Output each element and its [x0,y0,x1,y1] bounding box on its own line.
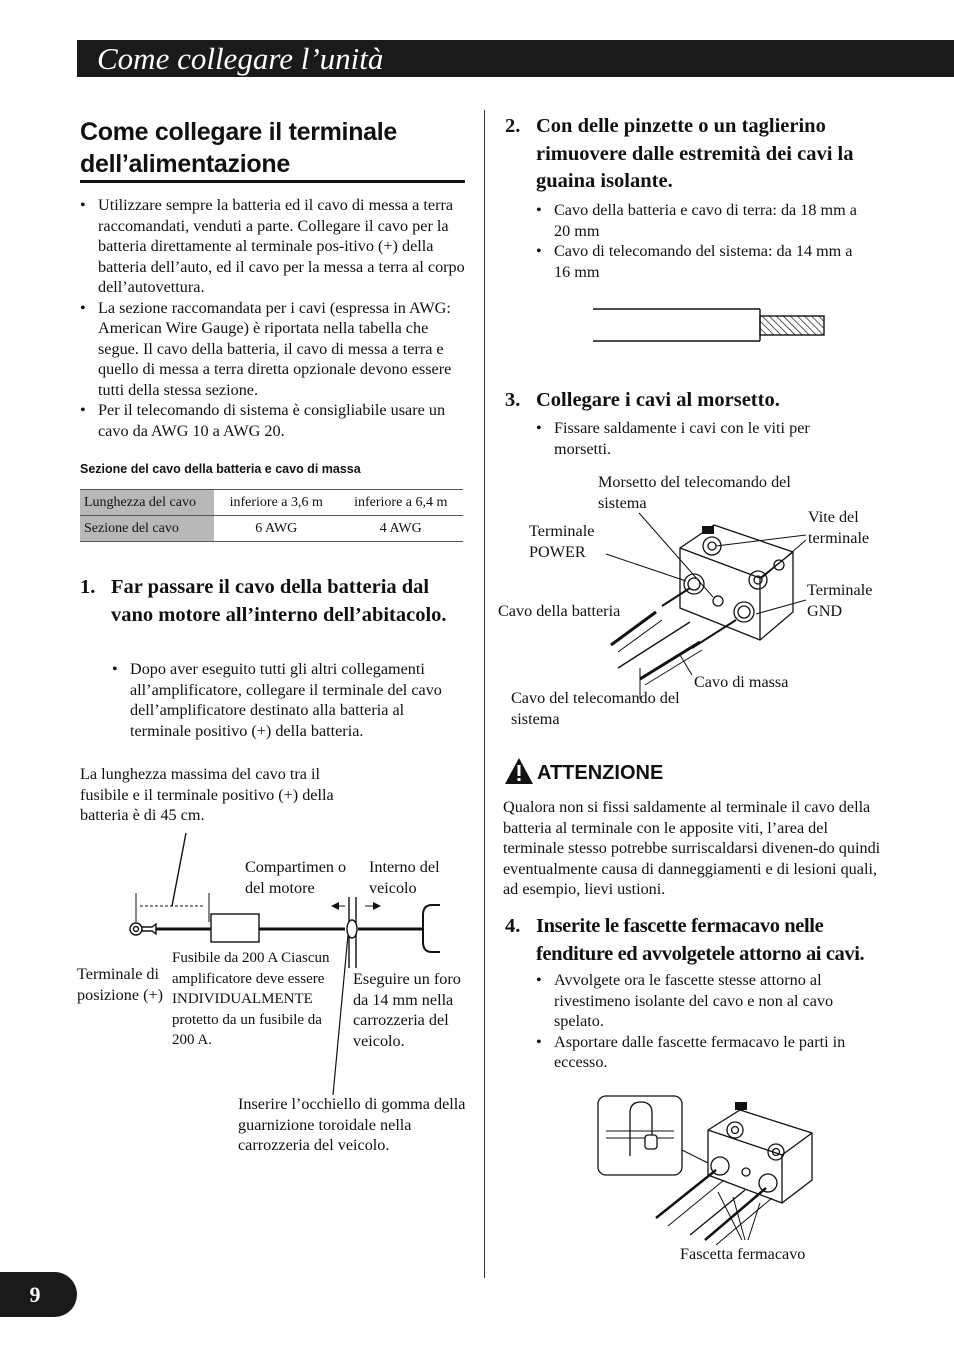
table-row-header: Lunghezza del cavo [80,490,214,516]
stripped-cable-diagram [593,309,824,341]
max-length-note: La lunghezza massima del cavo tra il fusibile e il terminale positivo (+) della batteria è di 45 cm. [80,765,334,824]
engine-compartment-label: Compartimen o del motore [245,858,347,897]
battery-cable-end [423,905,440,952]
gnd-terminal-label: Terminale GND [807,581,873,620]
step-bullet: • Cavo della batteria e cavo di terra: da 18 mm a 20 mm [536,200,866,241]
step-bullet: • Dopo aver eseguito tutti gli altri collegamenti all’amplificatore, collegare il terminale del cavo dell’amplificatore destinato alla batteria al terminale positivo (+) della batteria. [112,659,467,741]
cable-tie-label: Fascetta fermacavo [680,1245,806,1263]
leader-line [606,554,686,581]
caution-text: Qualora non si fissi saldamente al terminale il cavo della batteria al terminale con le apposite viti, l’area del terminale stesso potrebbe surriscaldarsi divenen-do quindi eventualmente causa di danneggiamenti e di lesioni quali, ad esempio, lievi ustioni. [503,798,881,898]
positive-terminal-label: Terminale di posizione (+) [77,965,163,1004]
table-cell: 6 AWG [214,516,339,542]
step-title: Far passare il cavo della batteria dal vano motore all’interno dell’abitacolo. [111,576,447,626]
table-cell: inferiore a 3,6 m [214,490,339,516]
step-number: 3. [505,389,521,411]
power-terminal-label: Terminale POWER [529,522,595,561]
step-title: Con delle pinzette o un taglierino rimuovere dalle estremità dei cavi la guaina isolante. [536,115,854,192]
drill-hole-note: Eseguire un foro da 14 mm nella carrozzeria del veicolo. [353,970,461,1050]
step-bullet: • Asportare dalle fascette fermacavo le parti in eccesso. [536,1032,881,1073]
caution-icon [505,758,533,784]
fuse-icon [211,914,259,942]
intro-bullet: • La sezione raccomandata per i cavi (espressa in AWG: American Wire Gauge) è riportata nella tabella che segue. Il cavo della batteria, il cavo di messa a terra e quello di messa a terra diretta opzionale devono essere tutti della stessa sezione. [80,298,465,401]
step-bullet: • Avvolgete ora le fascette stesse attorno al rivestimeno isolante del cavo e non al cavo spelato. [536,970,881,1032]
cable-tie-diagram [598,1096,812,1245]
table-cell: inferiore a 6,4 m [339,490,464,516]
step-number: 1. [80,576,96,598]
vehicle-interior-label: Interno del veicolo [369,858,440,897]
page-number: 9 [29,1282,41,1307]
step-number: 4. [505,915,521,937]
table-cell: 4 AWG [339,516,464,542]
ring-terminal-icon [130,923,142,935]
length-leader-line [172,833,186,906]
battery-wiring-diagram [130,833,440,1095]
table-row-header: Sezione del cavo [80,516,214,542]
ground-cable-label: Cavo di massa [694,673,789,691]
grommet-note: Inserire l’occhiello di gomma della guarnizione toroidale nella carrozzeria del veicolo. [238,1095,466,1154]
step-number: 2. [505,115,521,137]
battery-cable-label: Cavo della batteria [498,602,621,620]
step-bullet: • Fissare saldamente i cavi con le viti per morsetti. [536,418,866,459]
section-title: Come collegare il terminale dell’alimentazione [80,118,398,178]
terminal-block-diagram [606,513,806,699]
step-title: Collegare i cavi al morsetto. [536,389,780,411]
table-caption: Sezione del cavo della batteria e cavo di massa [80,462,361,476]
grommet-leader-line [333,935,348,1095]
step-bullet: • Cavo di telecomando del sistema: da 14 mm a 16 mm [536,241,866,282]
fuse-note: Fusibile da 200 A Ciascun amplificatore deve essere INDIVIDUALMENTE protetto da un fusibile da 200 A. [172,950,330,1048]
intro-bullet: • Per il telecomando di sistema è consigliabile usare un cavo da AWG 10 a AWG 20. [80,400,465,441]
remote-cable-label: Cavo del telecomando del sistema [511,689,680,728]
terminal-screw-label: Vite del terminale [808,508,870,547]
caution-title: ATTENZIONE [537,762,664,784]
intro-bullet: • Utilizzare sempre la batteria ed il cavo di messa a terra raccomandati, venduti a parte. Collegare il cavo per la batteria direttamente al terminale pos-itivo (+) della batteria dell’auto, ed il cavo per la messa a terra al corpo dell’autovettura. [80,195,465,298]
remote-terminal-label: Morsetto del telecomando del sistema [598,473,791,512]
step-title: Inserite le fascette fermacavo nelle fenditure ed avvolgetele attorno ai cavi. [536,915,865,965]
page-header-title: Come collegare l’unità [97,41,384,76]
